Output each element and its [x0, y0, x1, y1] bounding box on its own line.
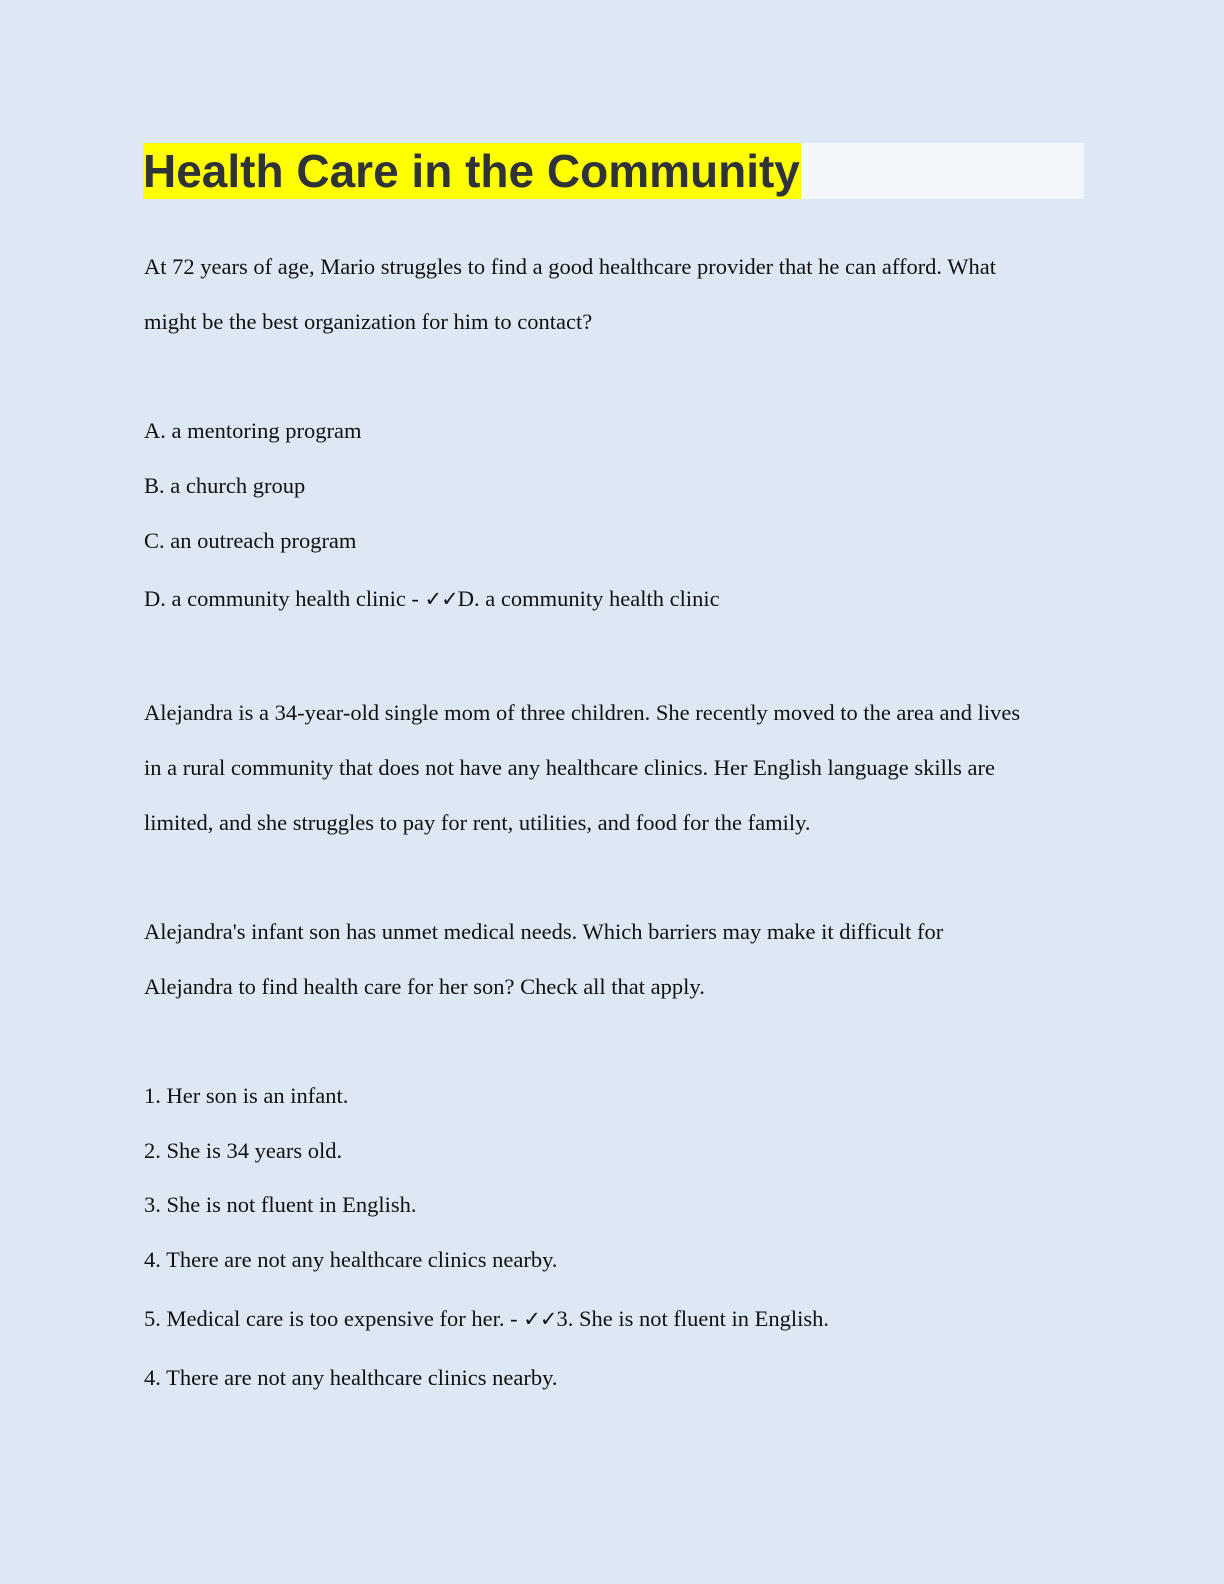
- question1-prompt-line1: At 72 years of age, Mario struggles to find a good healthcare provider that he can afford. What: [144, 254, 997, 279]
- question2-option-2: 2. She is 34 years old.: [144, 1138, 343, 1163]
- question2-option-3: 3. She is not fluent in English.: [144, 1192, 417, 1217]
- question2-option-1: 1. Her son is an infant.: [144, 1083, 349, 1108]
- question2-answer-line1: 3. She is not fluent in English.: [556, 1306, 829, 1331]
- question1-option-c: C. an outreach program: [144, 528, 357, 553]
- scenario-line3: limited, and she struggles to pay for rent, utilities, and food for the family.: [144, 810, 811, 835]
- question2-prompt-line2: Alejandra to find health care for her son? Check all that apply.: [144, 974, 705, 999]
- title-band: [143, 143, 1084, 199]
- checkmark-icon: ✓✓: [424, 587, 458, 611]
- checkmark-icon: ✓✓: [523, 1307, 557, 1331]
- question1-option-d: D. a community health clinic -: [144, 586, 425, 611]
- question2-prompt-line1: Alejandra's infant son has unmet medical needs. Which barriers may make it difficult for: [144, 919, 944, 944]
- question1-option-a: A. a mentoring program: [144, 418, 362, 443]
- question2-option-5: 5. Medical care is too expensive for her. -: [144, 1306, 524, 1331]
- question1-answer: D. a community health clinic: [457, 586, 720, 611]
- question1-option-d-with-answer: [144, 585, 720, 613]
- question2-option-5-with-answer: [144, 1305, 829, 1333]
- question1-option-b: B. a church group: [144, 473, 306, 498]
- scenario-line2: in a rural community that does not have any healthcare clinics. Her English language skills are: [144, 755, 995, 780]
- question2-answer-line2: 4. There are not any healthcare clinics nearby.: [144, 1365, 558, 1390]
- question1-prompt-line2: might be the best organization for him to contact?: [144, 309, 593, 334]
- page-title: Health Care in the Community: [143, 145, 800, 197]
- question2-option-4: 4. There are not any healthcare clinics nearby.: [144, 1247, 558, 1272]
- scenario-line1: Alejandra is a 34-year-old single mom of three children. She recently moved to the area and lives: [144, 700, 1021, 725]
